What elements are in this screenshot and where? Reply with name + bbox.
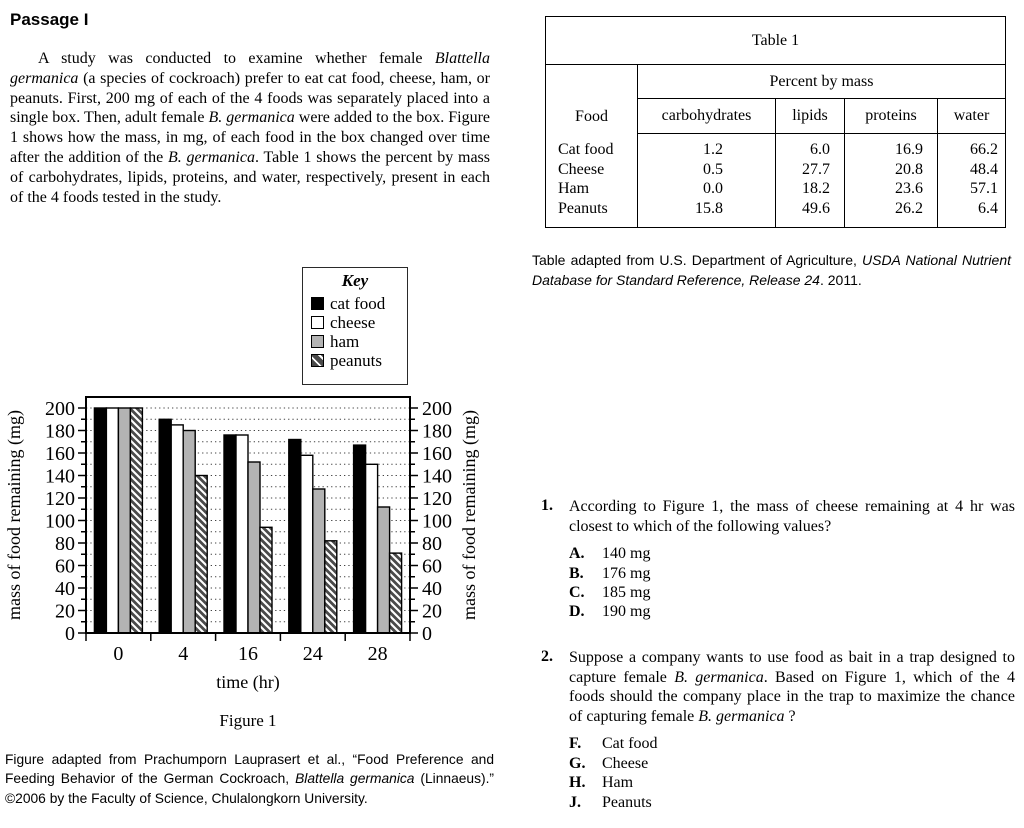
y-axis-title-right: mass of food remaining (mg) bbox=[459, 410, 479, 620]
cheese-swatch-icon bbox=[311, 316, 324, 329]
value-cell: 66.2 bbox=[970, 141, 998, 158]
value-cell: 49.6 bbox=[776, 199, 845, 228]
question-stem: Suppose a company wants to use food as bait in a trap designed to capture female B. germanica. Based on Figure 1, which of the 4 foods should the company place in the trap to maximize the chance of capturing female B. germanica ? bbox=[569, 649, 1016, 725]
option-text: Cat food bbox=[602, 735, 658, 753]
table-percent-by-mass-header: Percent by mass bbox=[638, 65, 1006, 99]
question-stem: According to Figure 1, the mass of cheese remaining at 4 hr was closest to which of the following values? bbox=[569, 498, 1015, 535]
y-tick-label-left: 200 bbox=[45, 398, 75, 420]
bar-cheese-24hr bbox=[301, 455, 313, 633]
y-tick-label-right: 120 bbox=[422, 488, 452, 510]
bar-peanuts-24hr bbox=[325, 541, 337, 633]
y-tick-label-right: 20 bbox=[422, 600, 442, 623]
option-d bbox=[569, 602, 1015, 621]
value-cell: 0.0 bbox=[638, 179, 776, 199]
key-item-ham bbox=[303, 332, 407, 351]
option-letter: F. bbox=[569, 735, 582, 753]
value-cell: 48.4 bbox=[970, 160, 998, 178]
y-tick-label-right: 100 bbox=[422, 510, 452, 533]
value-cell: 20.8 bbox=[845, 160, 938, 180]
y-tick-label-right: 60 bbox=[422, 555, 442, 578]
option-letter: D. bbox=[569, 603, 585, 621]
y-tick-label-right: 80 bbox=[422, 533, 442, 555]
x-tick-label: 0 bbox=[113, 643, 124, 665]
y-tick-label-left: 0 bbox=[65, 623, 75, 645]
option-letter: C. bbox=[569, 584, 585, 601]
value-cell: 16.9 bbox=[845, 134, 938, 160]
y-tick-label-left: 20 bbox=[55, 600, 75, 623]
option-letter: J. bbox=[569, 793, 581, 811]
table-row bbox=[546, 179, 1006, 199]
table-title: Table 1 bbox=[546, 17, 1006, 65]
question-1 bbox=[541, 497, 1015, 622]
bar-ham-28hr bbox=[378, 507, 390, 633]
passage-heading: Passage I bbox=[10, 10, 89, 29]
y-tick-label-right: 180 bbox=[422, 420, 452, 443]
y-tick-label-left: 80 bbox=[55, 533, 75, 555]
y-tick-label-left: 140 bbox=[45, 465, 75, 488]
option-text: Ham bbox=[602, 774, 634, 792]
table-row bbox=[546, 160, 1006, 180]
figure-attribution: Figure adapted from Prachumporn Lauprasert et al., “Food Preference and Feeding Behavior of the German Cockroach, Blattella germanica (Linnaeus).” ©2006 by the Faculty of Science, Chulalongkorn University. bbox=[5, 752, 495, 806]
bar-cat-food-0hr bbox=[94, 408, 106, 633]
answer-options bbox=[569, 734, 1015, 812]
bar-peanuts-0hr bbox=[130, 408, 142, 633]
option-text: Cheese bbox=[602, 754, 649, 772]
key-item-label: cheese bbox=[330, 312, 376, 332]
y-tick-label-left: 120 bbox=[45, 488, 75, 510]
option-text: 185 mg bbox=[602, 584, 651, 601]
key-item-cheese bbox=[303, 313, 407, 332]
bar-peanuts-28hr bbox=[390, 553, 402, 633]
ham-swatch-icon bbox=[311, 335, 324, 348]
bar-ham-0hr bbox=[118, 408, 130, 633]
bar-ham-24hr bbox=[313, 489, 325, 633]
option-h bbox=[569, 773, 1015, 792]
key-item-peanuts bbox=[303, 351, 407, 370]
option-f bbox=[569, 734, 1015, 753]
option-letter: A. bbox=[569, 545, 585, 563]
col-header-carbohydrates: carbohydrates bbox=[638, 99, 776, 134]
bar-cat-food-4hr bbox=[159, 419, 171, 633]
value-cell: 6.0 bbox=[776, 134, 845, 160]
option-text: 176 mg bbox=[602, 564, 651, 582]
table-row bbox=[546, 134, 1006, 160]
option-text: 190 mg bbox=[602, 603, 651, 621]
value-cell: 57.1 bbox=[970, 180, 998, 197]
value-cell: 15.8 bbox=[638, 199, 776, 228]
food-name: Ham bbox=[546, 179, 638, 199]
figure-caption: Figure 1 bbox=[219, 711, 277, 730]
table-title-row bbox=[546, 17, 1006, 65]
y-tick-label-left: 60 bbox=[55, 555, 75, 578]
y-axis-title-left: mass of food remaining (mg) bbox=[4, 410, 24, 620]
question-number: 1. bbox=[541, 497, 553, 514]
y-tick-label-left: 180 bbox=[45, 420, 75, 443]
option-letter: B. bbox=[569, 564, 584, 582]
table-attribution: Table adapted from U.S. Department of Agriculture, USDA National Nutrient Database for Standard Reference, Release 24. 2011. bbox=[532, 252, 1012, 288]
value-cell: 18.2 bbox=[776, 179, 845, 199]
x-tick-label: 24 bbox=[302, 643, 323, 665]
option-letter: G. bbox=[569, 754, 586, 772]
col-header-water: water bbox=[938, 99, 1006, 134]
value-cell: 0.5 bbox=[638, 160, 776, 180]
table-1 bbox=[545, 16, 1006, 228]
value-cell: 6.4 bbox=[978, 199, 998, 217]
table-group-header-row bbox=[546, 65, 1006, 99]
table-food-header: Food bbox=[546, 65, 638, 134]
x-tick-label: 28 bbox=[367, 643, 388, 665]
x-tick-label: 4 bbox=[178, 643, 189, 665]
option-g bbox=[569, 754, 1015, 773]
bar-cheese-4hr bbox=[171, 425, 183, 633]
chart-key-box bbox=[302, 267, 408, 385]
food-name: Cat food bbox=[546, 134, 638, 160]
bar-cheese-16hr bbox=[236, 435, 248, 633]
x-tick-label: 16 bbox=[238, 643, 258, 665]
bar-cheese-0hr bbox=[106, 408, 118, 633]
figure-1-bar-chart bbox=[0, 380, 512, 715]
y-tick-label-right: 140 bbox=[422, 465, 452, 488]
key-title: Key bbox=[341, 271, 369, 290]
bar-peanuts-16hr bbox=[260, 527, 272, 633]
option-j bbox=[569, 793, 1015, 812]
cat-food-swatch-icon bbox=[311, 297, 324, 310]
value-cell: 1.2 bbox=[638, 134, 776, 160]
y-tick-label-right: 0 bbox=[422, 623, 432, 645]
passage-body-text: A study was conducted to examine whether female Blattella germanica (a species of cockroach) prefer to eat cat food, cheese, ham, or peanuts. First, 200 mg of each of the 4 foods was separately placed into a single box. Then, adult female B. germanica were added to the box. Figure 1 shows how the mass, in mg, of each food in the box changed over time after the addition of the B. germanica. Table 1 shows the percent by mass of carbohydrates, lipids, proteins, and water, respectively, present in each of the 4 foods tested in the study. bbox=[10, 50, 491, 206]
bar-cat-food-28hr bbox=[354, 445, 366, 633]
x-axis-title: time (hr) bbox=[216, 672, 280, 692]
col-header-lipids: lipids bbox=[776, 99, 845, 134]
option-c bbox=[569, 583, 1015, 602]
y-tick-label-left: 100 bbox=[45, 510, 75, 533]
option-a bbox=[569, 544, 1015, 563]
bar-cat-food-24hr bbox=[289, 440, 301, 634]
option-b bbox=[569, 564, 1015, 583]
key-item-label: peanuts bbox=[330, 350, 382, 370]
bar-cheese-28hr bbox=[366, 464, 378, 633]
bar-ham-4hr bbox=[183, 431, 195, 634]
value-cell: 23.6 bbox=[845, 179, 938, 199]
y-tick-label-left: 40 bbox=[55, 578, 75, 600]
key-item-cat-food bbox=[303, 294, 407, 313]
value-cell: 27.7 bbox=[776, 160, 845, 180]
answer-options bbox=[569, 544, 1015, 622]
bar-cat-food-16hr bbox=[224, 435, 236, 633]
question-2 bbox=[541, 648, 1015, 812]
key-item-label: cat food bbox=[330, 293, 386, 313]
key-item-label: ham bbox=[330, 331, 360, 351]
bar-ham-16hr bbox=[248, 462, 260, 633]
food-name: Cheese bbox=[546, 160, 638, 180]
food-name: Peanuts bbox=[546, 199, 638, 228]
table-row bbox=[546, 199, 1006, 228]
option-letter: H. bbox=[569, 774, 586, 792]
option-text: Peanuts bbox=[602, 793, 652, 811]
question-number: 2. bbox=[541, 648, 553, 665]
option-text: 140 mg bbox=[602, 545, 651, 563]
value-cell: 26.2 bbox=[845, 199, 938, 228]
y-tick-label-right: 160 bbox=[422, 443, 452, 465]
y-tick-label-left: 160 bbox=[45, 443, 75, 465]
bar-peanuts-4hr bbox=[195, 476, 207, 634]
col-header-proteins: proteins bbox=[845, 99, 938, 134]
y-tick-label-right: 200 bbox=[422, 398, 452, 420]
peanuts-swatch-icon bbox=[311, 354, 324, 367]
y-tick-label-right: 40 bbox=[422, 578, 442, 600]
